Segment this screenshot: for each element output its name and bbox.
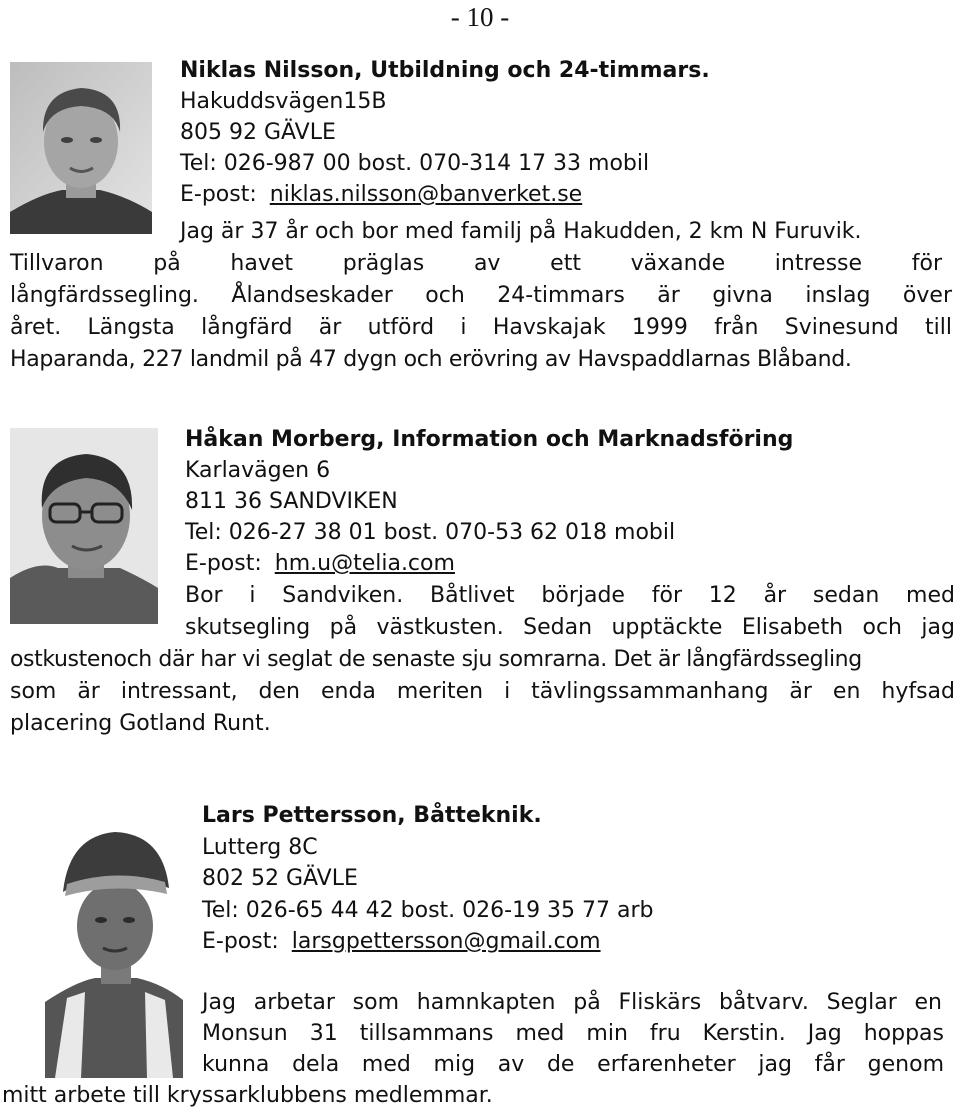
portrait-icon (10, 62, 152, 234)
bio-line: som är intressant, den enda meriten i tävlingssammanhang är en hyfsad (10, 679, 955, 704)
bio-line: Tillvaron på havet präglas av ett växande intresse för (10, 251, 942, 276)
portrait-icon (45, 822, 183, 1078)
address: Lutterg 8C (202, 835, 318, 860)
email-label: E-post: (185, 551, 262, 576)
bio-line: Monsun 31 tillsammans med min fru Kerstin. Jag hoppas (202, 1021, 944, 1046)
postal-address: 811 36 SANDVIKEN (185, 489, 398, 514)
bio-line: året. Längsta långfärd är utförd i Havskajak 1999 från Svinesund till (10, 315, 952, 340)
portrait-icon (10, 428, 158, 624)
bio-line: ostkustenoch där har vi seglat de senaste sju somrarna. Det är långfärdssegling (10, 647, 862, 672)
phone-numbers: Tel: 026-987 00 bost. 070-314 17 33 mobil (180, 151, 650, 176)
email-link[interactable]: hm.u@telia.com (274, 551, 455, 576)
email-link[interactable]: niklas.nilsson@banverket.se (269, 182, 583, 207)
page-number: - 10 - (450, 2, 510, 32)
person-name-title: Niklas Nilsson, Utbildning och 24-timmars. (180, 58, 710, 83)
person-name-title: Lars Pettersson, Båtteknik. (202, 803, 542, 828)
bio-line: kunna dela med mig av de erfarenheter jag får genom (202, 1052, 944, 1077)
bio-line: skutsegling på västkusten. Sedan upptäckte Elisabeth och jag (185, 615, 955, 640)
bio-line: placering Gotland Runt. (10, 711, 271, 736)
bio-line: mitt arbete till kryssarklubbens medlemmar. (2, 1083, 493, 1108)
address: Hakuddsvägen15B (180, 89, 387, 114)
bio-line: Bor i Sandviken. Båtlivet började för 12 år sedan med (185, 583, 955, 608)
postal-address: 802 52 GÄVLE (202, 866, 358, 891)
postal-address: 805 92 GÄVLE (180, 120, 336, 145)
person-name-title: Håkan Morberg, Information och Marknadsföring (185, 427, 794, 452)
address: Karlavägen 6 (185, 458, 331, 483)
phone-numbers: Tel: 026-65 44 42 bost. 026-19 35 77 arb (202, 898, 654, 923)
email-link[interactable]: larsgpettersson@gmail.com (291, 929, 601, 954)
bio-line: Jag är 37 år och bor med familj på Hakudden, 2 km N Furuvik. (180, 219, 862, 244)
email-label: E-post: (180, 182, 257, 207)
bio-line: Jag arbetar som hamnkapten på Fliskärs båtvarv. Seglar en (202, 990, 942, 1015)
bio-line: långfärdssegling. Ålandseskader och 24-timmars är givna inslag över (10, 283, 952, 308)
email-label: E-post: (202, 929, 279, 954)
phone-numbers: Tel: 026-27 38 01 bost. 070-53 62 018 mobil (185, 520, 676, 545)
bio-line: Haparanda, 227 landmil på 47 dygn och erövring av Havspaddlarnas Blåband. (10, 347, 852, 372)
